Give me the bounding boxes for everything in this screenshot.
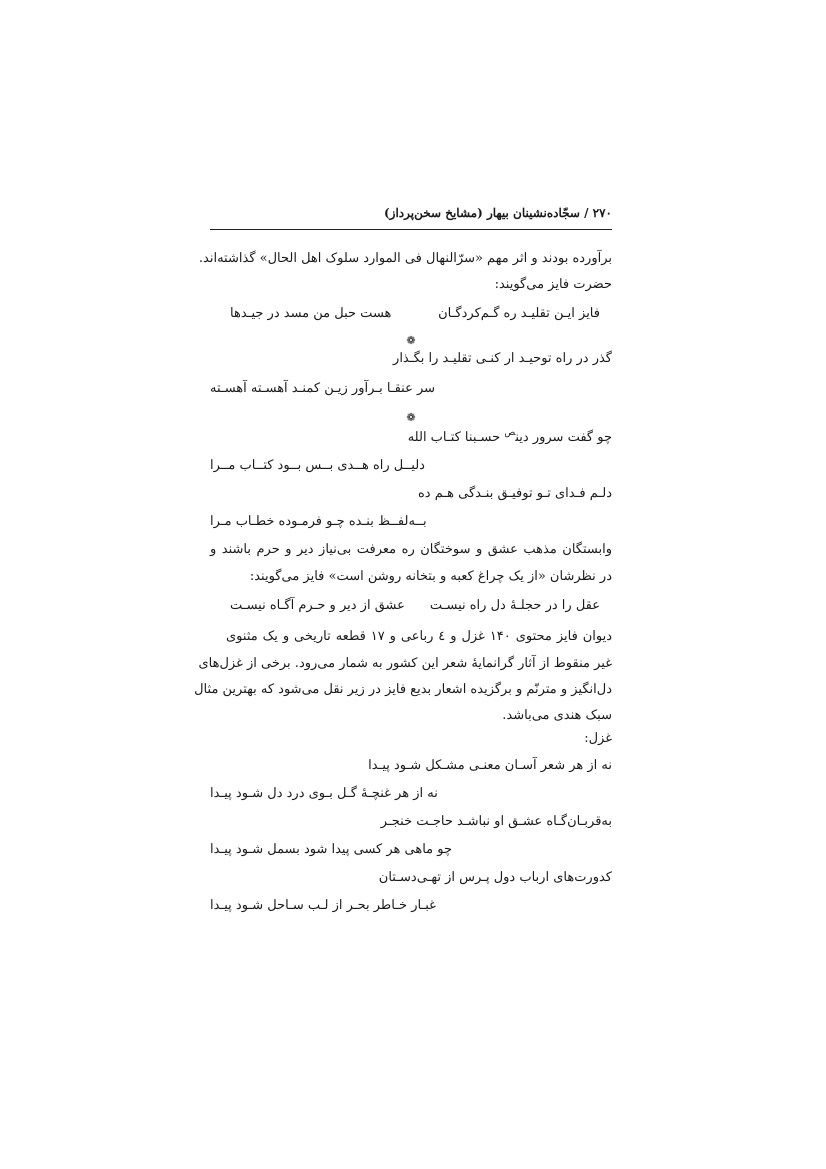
ghazal-line-5: کدورت‌های ارباب دول پـرس از تهـی‌دسـتان xyxy=(378,870,612,885)
para3-line-1 xyxy=(210,628,612,646)
ghazal-line-4: چو ماهی هر کسی پیدا شود بسمل شـود پیـدا xyxy=(210,842,453,857)
running-header: ۲۷۰ / سجّاده‌نشینان بیهار (مشایخ سخن‌پرداز) xyxy=(383,206,612,220)
verse-2a-part2: حسـبنا کتـاب الله xyxy=(407,430,505,445)
couplet-1-hemistich-2: هست حبل من مسد در جیـدها xyxy=(230,306,392,321)
ornament-star-1: ❁ xyxy=(406,334,416,347)
honorific-mark: ص xyxy=(504,428,516,438)
verse-2c: دلـم فـدای تـو توفیـق بنـدگی هـم ده xyxy=(417,486,612,501)
para3-line-5: غزل: xyxy=(584,731,612,746)
verse-1b: سر عنقـا بـرآور زیـن کمنـد آهسـته آهسـته xyxy=(210,381,436,396)
ghazal-line-6: غبـار خـاطر بحـر از لـب سـاحل شـود پیـدا xyxy=(210,898,436,913)
ghazal-line-3: به‌قربـان‌گـاه عشـق او نباشـد حاجـت خنجـر xyxy=(380,814,612,829)
header-rule xyxy=(210,229,612,230)
para3-line-3: دل‌انگیز و مترنّم و برگزیده اشعار بدیع فایز در زیر نقل می‌شود که بهترین مثال xyxy=(194,682,612,697)
verse-2a xyxy=(210,429,612,448)
verse-1a: گذر در راه توحیـد ار کنـی تقلیـد را بگـذار xyxy=(393,351,612,366)
ornament-star-2: ❁ xyxy=(406,411,416,424)
ghazal-line-2: نه از هر غنچـهٔ گـل بـوی درد دل شـود پیـدا xyxy=(210,786,438,801)
document-page xyxy=(194,0,613,1169)
para3-line-4: سبک هندی می‌باشد. xyxy=(502,708,612,723)
para2-line-1: وابستگان مذهب عشق و سوختگان ره معرفت بی‌نیاز دیر و حرم باشند و xyxy=(210,542,612,557)
couplet-2 xyxy=(210,597,612,615)
couplet-2-hemistich-2: عشق از دیر و حـرم آگـاه نیسـت xyxy=(230,598,405,613)
para2-line-2: در نظرشان «از یک چراغ کعبه و بتخانه روشن است» فایز می‌گویند: xyxy=(249,569,612,584)
couplet-1-hemistich-1: فایز ایـن تقلیـد ره گـم‌کردگـان xyxy=(438,306,600,321)
para3-line-2: غیر منقوط از آثار گرانمایهٔ شعر این کشور به شمار می‌رود. برخی از غزل‌های xyxy=(198,656,612,671)
para3-line-1-text: دیوان فایز محتوی ۱۴۰ غزل و ٤ رباعی و ۱۷ قطعه تاریخی و یک مثنوی xyxy=(226,629,613,644)
verse-2a-part1: چو گفت سرور دین xyxy=(515,430,612,445)
couplet-1 xyxy=(210,305,612,323)
ghazal-line-1: نه از هر شعر آسـان معنـی مشـکل شـود پیـدا xyxy=(368,758,612,773)
couplet-2-hemistich-1: عقل را در حجلـهٔ دل راه نیسـت xyxy=(429,598,600,613)
verse-2d: بــه‌لفــظ بنـده چـو فرمـوده خطـاب مـرا xyxy=(210,514,427,529)
intro-line-2: حضرت فایز می‌گویند: xyxy=(494,277,612,292)
verse-2b: دلیــل راه هــدی بــس بــود کتــاب مــرا xyxy=(210,458,425,473)
intro-line-1: برآورده بودند و اثر مهم «سرّالنهال فی الموارد سلوک اهل الحال» گذاشته‌اند. xyxy=(198,251,612,266)
